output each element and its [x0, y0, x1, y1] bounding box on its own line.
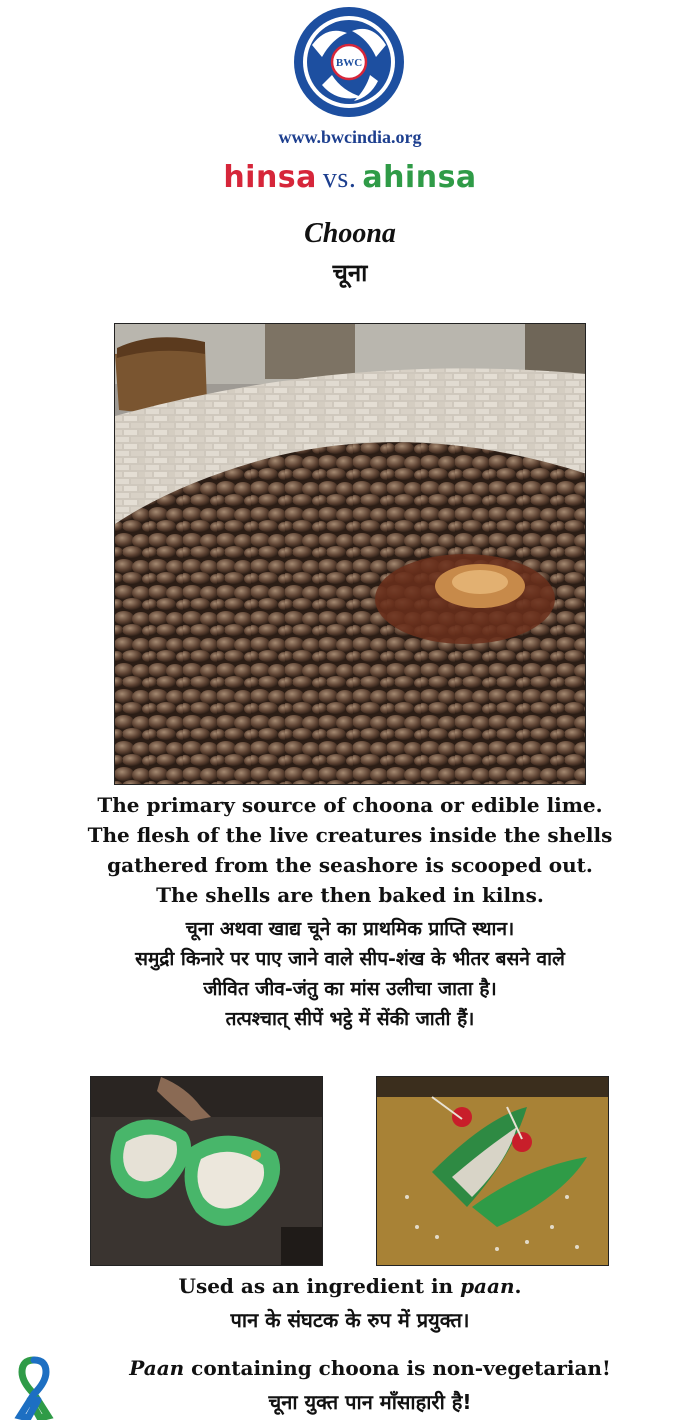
description-line: gathered from the seashore is scooped out.: [107, 853, 593, 877]
usage-suffix: .: [514, 1274, 522, 1298]
usage-english: [0, 1274, 700, 1298]
website-url[interactable]: www.bwcindia.org: [278, 127, 422, 147]
description-line: The shells are then baked in kilns.: [156, 883, 544, 907]
description-line: समुद्री किनारे पर पाए जाने वाले सीप-शंख के भीतर बसने वाले: [135, 948, 565, 970]
kiln-shells-photo: [114, 323, 586, 785]
warning-hindi: चूना युक्त पान माँसाहारी है!: [268, 1390, 472, 1414]
tagline-ahinsa: ahinsa: [362, 160, 477, 195]
tagline: [0, 160, 700, 195]
description-line: जीवित जीव-जंतु का मांस उलीचा जाता है।: [203, 978, 497, 1000]
paan-preparation-photo: [90, 1076, 323, 1266]
tagline-vs: vs.: [322, 163, 357, 194]
description-line: The primary source of choona or edible lime.: [97, 793, 603, 817]
description-line: The flesh of the live creatures inside the shells: [87, 823, 613, 847]
warning-emphasis: Paan: [129, 1356, 185, 1380]
warning-english: [40, 1356, 700, 1380]
warning-text: containing choona is non-vegetarian!: [184, 1356, 611, 1380]
usage-emphasis: paan: [460, 1274, 515, 1298]
description-line: तत्पश्चात् सीपें भट्ठे में सेंकी जाती हैं।: [225, 1008, 475, 1030]
tagline-hinsa: hinsa: [223, 160, 317, 195]
logo-text: BWC: [335, 57, 363, 69]
page-title-hindi: चूना: [332, 259, 368, 287]
description-line: चूना अथवा खाद्य चूने का प्राथमिक प्राप्ति स्थान।: [185, 918, 515, 940]
usage-text: Used as an ingredient in: [178, 1274, 461, 1298]
description-english: [20, 790, 680, 910]
bwc-logo: [292, 5, 406, 119]
description-hindi: [20, 914, 680, 1034]
usage-hindi: पान के संघटक के रुप में प्रयुक्त।: [230, 1308, 470, 1332]
page-title: Choona: [304, 218, 396, 249]
paan-served-photo: [376, 1076, 609, 1266]
